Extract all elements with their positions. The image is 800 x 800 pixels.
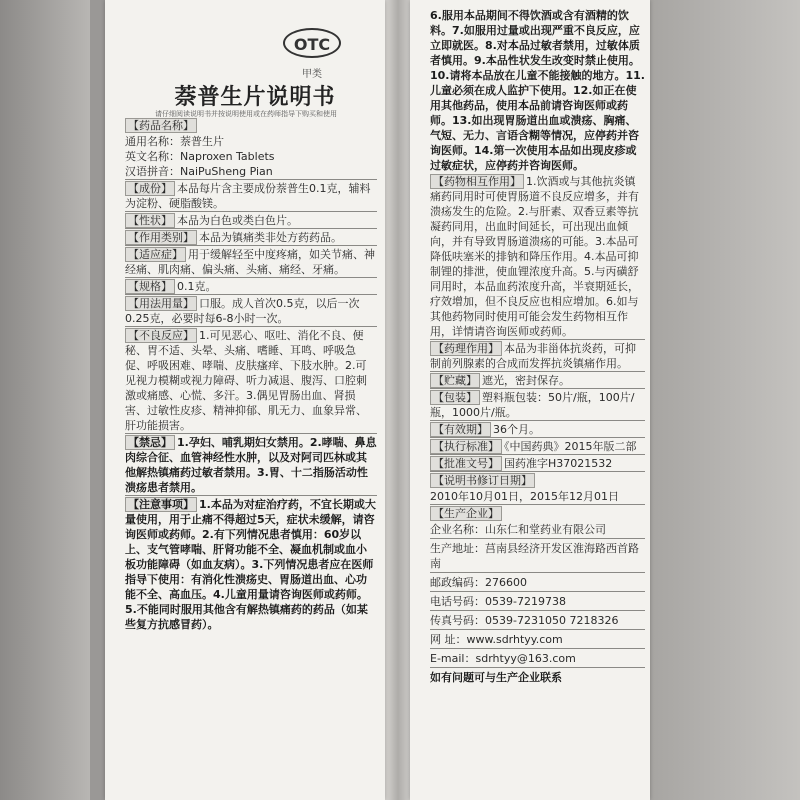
revision-heading: 【说明书修订日期】 xyxy=(430,473,535,488)
caution-continued xyxy=(430,8,645,173)
adverse-section xyxy=(125,328,377,434)
composition-section xyxy=(125,181,377,212)
approval-section xyxy=(430,456,645,472)
company-name: 企业名称：山东仁和堂药业有限公司 xyxy=(430,522,645,539)
spec-section xyxy=(125,279,377,295)
taboo-text: 1.孕妇、哺乳期妇女禁用。2.哮喘、鼻息肉综合征、血管神经性水肿，以及对阿司匹林或其他解热镇痛药过敏者禁用。3.胃、十二指肠活动性溃疡患者禁用。 xyxy=(125,436,377,494)
background-left xyxy=(0,0,90,800)
caution-section xyxy=(125,497,377,632)
maker-heading: 【生产企业】 xyxy=(430,506,502,521)
pharmacology-heading: 【药理作用】 xyxy=(430,341,502,356)
background-gap xyxy=(385,0,411,800)
storage-heading: 【贮藏】 xyxy=(430,373,480,388)
indication-section xyxy=(125,247,377,278)
generic-name: 通用名称：萘普生片 xyxy=(125,135,224,148)
composition-heading: 【成份】 xyxy=(125,181,175,196)
interaction-text: 1.饮酒或与其他抗炎镇痛药同用时可使胃肠道不良反应增多，并有溃疡发生的危险。2.与肝素、双香豆素等抗凝药同用，出血时间延长，可出现出血倾向，并有导致胃肠道溃疡的可能。3.本品可降低呋塞米的排钠和降压作用。4.本品可抑制锂的排泄，使血锂浓度升高。5.与丙磺舒同用时，本品血药浓度升高，半衰期延长，疗效增加，但不良反应也相应增加。6.如与其他药物同时使用可能会发生药物相互作用，详情请咨询医师或药师。 xyxy=(430,175,639,338)
caution-heading: 【注意事项】 xyxy=(125,497,197,512)
left-body xyxy=(125,118,377,633)
drug-name-section xyxy=(125,118,377,133)
category-section xyxy=(125,230,377,246)
fax-number: 传真号码：0539-7231050 7218326 xyxy=(430,613,645,630)
page-title: 萘普生片说明书 xyxy=(174,85,336,110)
indication-text: 用于缓解轻至中度疼痛，如关节痛、神经痛、肌肉痛、偏头痛、头痛、痛经、牙痛。 xyxy=(125,248,375,276)
english-name: 英文名称：Naproxen Tablets xyxy=(125,150,275,163)
standard-heading: 【执行标准】 xyxy=(430,439,502,454)
usage-section xyxy=(125,296,377,327)
postcode: 邮政编码：276600 xyxy=(430,575,645,592)
expiry-section xyxy=(430,422,645,438)
adverse-heading: 【不良反应】 xyxy=(125,328,197,343)
category-text: 本品为镇痛类非处方药药品。 xyxy=(199,231,342,244)
storage-section xyxy=(430,373,645,389)
approval-heading: 【批准文号】 xyxy=(430,456,502,471)
website: 网 址：www.sdrhtyy.com xyxy=(430,632,645,649)
caution-text: 1.本品为对症治疗药，不宜长期或大量使用，用于止痛不得超过5天，症状未缓解，请咨询医师或药师。2.有下列情况患者慎用：60岁以上、支气管哮喘、肝肾功能不全、凝血机制或血小板功能障碍（如血友病）。3.下列情况患者应在医师指导下使用：有消化性溃疡史、胃肠道出血、心功能不全、高血压。4.儿童用量请咨询医师或药师。5.不能同时服用其他含有解热镇痛药的药品（如某些复方抗感冒药）。 xyxy=(125,498,376,631)
right-body xyxy=(430,8,645,685)
standard-text: 《中国药典》2015年版二部 xyxy=(504,440,637,453)
contact-footer: 如有问题可与生产企业联系 xyxy=(430,671,562,684)
leaflet-right-panel xyxy=(410,0,650,800)
company-address: 生产地址：莒南县经济开发区淮海路西首路南 xyxy=(430,541,645,573)
phone-number: 电话号码：0539-7219738 xyxy=(430,594,645,611)
maker-section xyxy=(430,506,645,521)
storage-text: 遮光，密封保存。 xyxy=(482,374,570,387)
package-heading: 【包装】 xyxy=(430,390,480,405)
background-right xyxy=(645,0,800,800)
expiry-text: 36个月。 xyxy=(493,423,540,436)
adverse-text: 1.可见恶心、呕吐、消化不良、便秘、胃不适、头晕、头痛、嗜睡、耳鸣、呼吸急促、呼吸困难、哮喘、皮肤瘙痒、下肢水肿。2.可见视力模糊或视力障碍、听力减退、腹泻、口腔刺激或痛感、心慌、多汗。3.偶见胃肠出血、肾损害、过敏性皮疹、精神抑郁、肌无力、血象异常、肝功能损害。 xyxy=(125,329,367,432)
pharmacology-text: 本品为非甾体抗炎药，可抑制前列腺素的合成而发挥抗炎镇痛作用。 xyxy=(430,342,636,370)
standard-section xyxy=(430,439,645,455)
spec-heading: 【规格】 xyxy=(125,279,175,294)
caution-continued-b: 14.第一次使用本品如出现皮疹或过敏症状，应停药并咨询医师。 xyxy=(430,144,637,172)
category-heading: 【作用类别】 xyxy=(125,230,197,245)
character-heading: 【性状】 xyxy=(125,213,175,228)
package-text: 塑料瓶包装：50片/瓶，100片/瓶，1000片/瓶。 xyxy=(430,391,635,419)
interaction-section xyxy=(430,174,645,340)
category-label: 甲类 xyxy=(302,69,322,80)
expiry-heading: 【有效期】 xyxy=(430,422,491,437)
usage-heading: 【用法用量】 xyxy=(125,296,197,311)
character-section xyxy=(125,213,377,229)
pharmacology-section xyxy=(430,341,645,372)
pinyin-name: 汉语拼音：NaiPuSheng Pian xyxy=(125,164,377,180)
subtitle: 请仔细阅读说明书并按说明使用或在药师指导下购买和使用 xyxy=(155,110,337,118)
package-section xyxy=(430,390,645,421)
taboo-section xyxy=(125,435,377,496)
taboo-heading: 【禁忌】 xyxy=(125,435,175,450)
character-text: 本品为白色或类白色片。 xyxy=(177,214,298,227)
email: E-mail：sdrhtyy@163.com xyxy=(430,651,645,668)
otc-badge: OTC xyxy=(283,28,341,58)
revision-text: 2010年10月01日，2015年12月01日 xyxy=(430,489,645,505)
spec-text: 0.1克。 xyxy=(177,280,217,293)
caution-continued-a: 6.服用本品期间不得饮酒或含有酒精的饮料。7.如服用过量或出现严重不良反应，应立即就医。8.对本品过敏者禁用，过敏体质者慎用。9.本品性状发生改变时禁止使用。10.请将本品放在儿童不能接触的地方。11.儿童必须在成人监护下使用。12.如正在使用其他药品，使用本品前请咨询医师或药师。13.如出现胃肠道出血或溃疡、胸痛、气短、无力、言语含糊等情况，应停药并咨询医师。 xyxy=(430,9,645,157)
composition-text: 本品每片含主要成份萘普生0.1克，辅料为淀粉、硬脂酸镁。 xyxy=(125,182,371,210)
revision-section xyxy=(430,473,645,488)
approval-text: 国药准字H37021532 xyxy=(504,457,613,470)
interaction-heading: 【药物相互作用】 xyxy=(430,174,524,189)
indication-heading: 【适应症】 xyxy=(125,247,186,262)
leaflet-left-panel xyxy=(105,0,385,800)
usage-text: 口服。成人首次0.5克，以后一次0.25克，必要时每6-8小时一次。 xyxy=(125,297,360,325)
drug-name-heading: 【药品名称】 xyxy=(125,118,197,133)
